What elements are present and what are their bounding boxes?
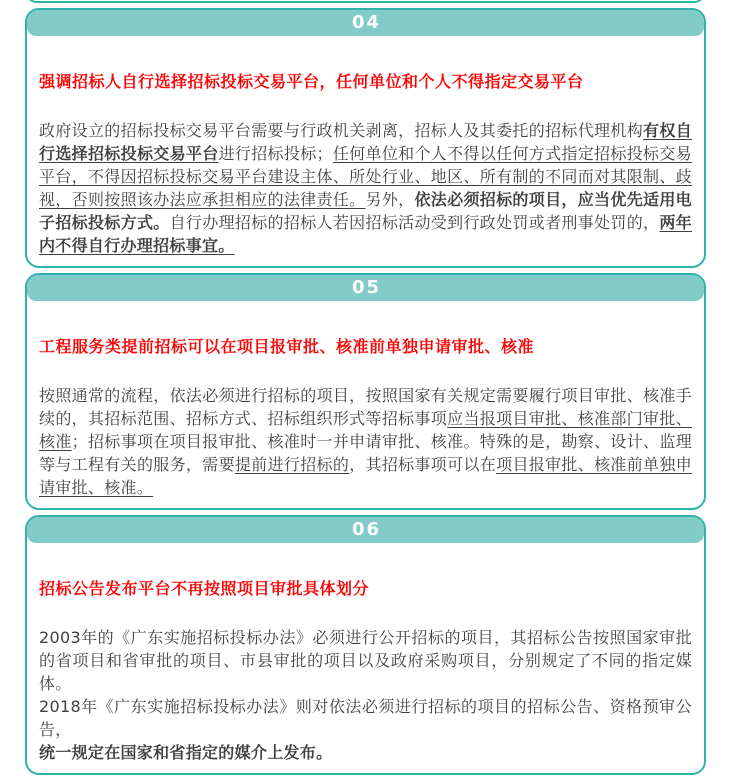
text-run: 依法必须招标的项目，应当优先适用电子招标投标方式。 (39, 190, 692, 232)
text-run: ；招标事项在项目报审批、核准时一并申请审批、核准。特殊的是，勘察、设计、监理等与工程有关的服务，需要 (39, 432, 692, 474)
text-run: 两年内不得自行办理招标事宜。 (39, 213, 692, 255)
section-number-header (27, 10, 704, 36)
section-title: 工程服务类提前招标可以在项目报审批、核准前单独申请审批、核准 (39, 337, 535, 356)
paragraph (39, 626, 692, 695)
text-run: 统一规定在国家和省指定的媒介上发布。 (39, 743, 333, 762)
text-run: ，其招标事项可以在 (349, 455, 497, 474)
section-number: 04 (351, 12, 382, 33)
text-run: 按照通常的流程，依法必须进行招标的项目，按照国家有关规定需要履行项目审批、核准手续的，其招标范围、招标方式、招标组织形式等招标事项 (39, 386, 692, 428)
section-title: 招标公告发布平台不再按照项目审批具体划分 (39, 579, 370, 598)
text-run: 2018年《广东实施招标投标办法》则对依法必须进行招标的项目的招标公告、资格预审公告， (39, 697, 692, 739)
text-run: 有权自行选择招标投标交易平台 (39, 121, 692, 163)
text-run: 自行办理招标的招标人若因招标活动受到行政处罚或者刑事处罚的， (169, 213, 660, 232)
text-run: 政府设立的招标投标交易平台需要与行政机关剥离，招标人及其委托的招标代理机构 (39, 121, 644, 140)
text-run: 应当报项目审批、核准部门审批、核准 (39, 409, 692, 451)
section-card (25, 515, 706, 775)
section-title: 强调招标人自行选择招标投标交易平台，任何单位和个人不得指定交易平台 (39, 72, 584, 91)
paragraph (39, 741, 692, 764)
text-run: 项目报审批、核准前单独申请审批、核准。 (39, 455, 692, 497)
paragraph (39, 119, 692, 257)
section-body (27, 36, 704, 266)
section-body (27, 301, 704, 508)
section-text (39, 384, 692, 499)
text-run: 提前进行招标的 (234, 455, 350, 474)
section-card-list (25, 8, 706, 775)
text-run: 另外， (365, 190, 415, 209)
previous-card-bottom-edge (25, 0, 706, 3)
section-number-header (27, 275, 704, 301)
section-number: 05 (351, 277, 382, 298)
section-card (25, 273, 706, 510)
section-card (25, 8, 706, 268)
section-text (39, 626, 692, 764)
text-run: 任何单位和个人不得以任何方式指定招标投标交易平台，不得因招标投标交易平台建设主体、所处行业、地区、所有制的不同而对其限制、歧视，否则按照该办法应承担相应的法律责任。 (39, 144, 692, 209)
section-text (39, 119, 692, 257)
text-run: 2003年的《广东实施招标投标办法》必须进行公开招标的项目，其招标公告按照国家审批的省项目和省审批的项目、市县审批的项目以及政府采购项目，分别规定了不同的指定媒体。 (39, 628, 692, 693)
section-body (27, 543, 704, 773)
section-number: 06 (351, 519, 382, 540)
paragraph (39, 695, 692, 741)
text-run: 进行招标投标； (218, 144, 333, 163)
section-number-header (27, 517, 704, 543)
paragraph (39, 384, 692, 499)
